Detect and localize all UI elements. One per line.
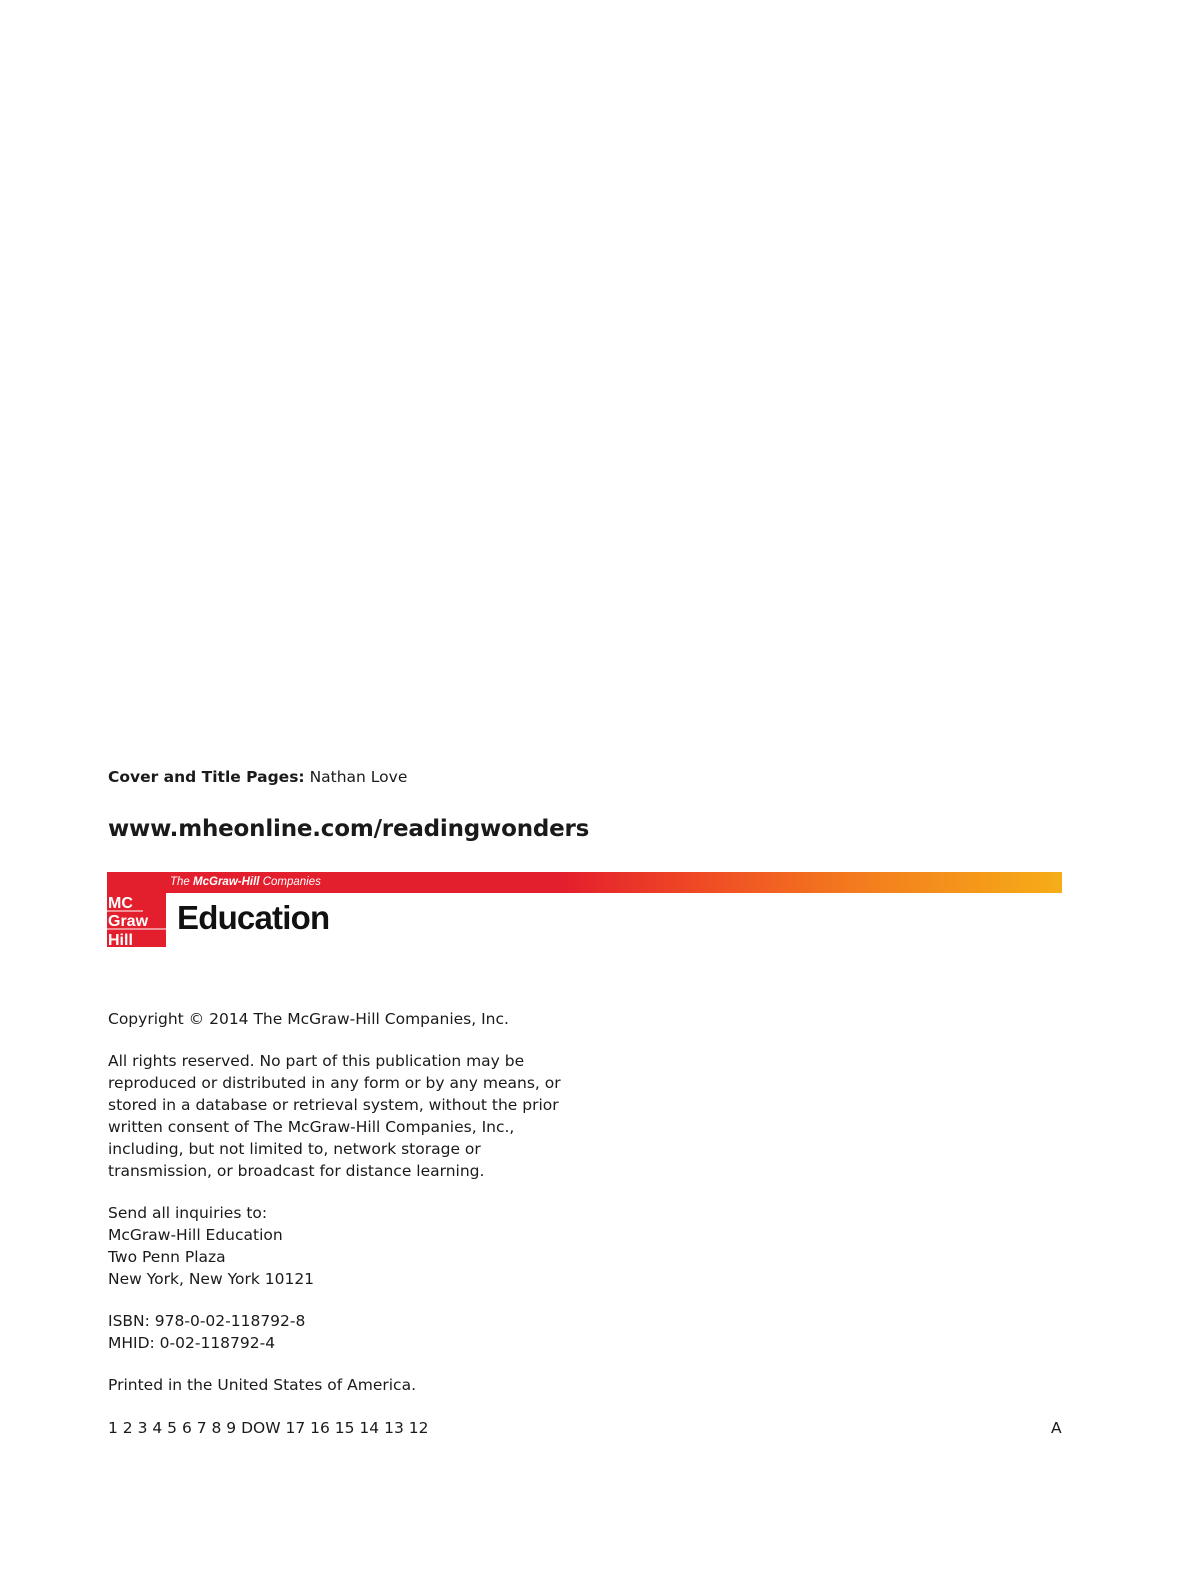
website-url[interactable]: www.mheonline.com/readingwonders — [108, 816, 590, 842]
inquiries-line: Send all inquiries to: — [108, 1204, 268, 1222]
printed-line: Printed in the United States of America. — [108, 1376, 416, 1394]
rights-paragraph — [108, 1050, 561, 1182]
inquiries-line: McGraw-Hill Education — [108, 1226, 283, 1244]
brand-gradient-bar — [107, 872, 1062, 893]
copyright-line: Copyright © 2014 The McGraw-Hill Companies, Inc. — [108, 1010, 509, 1028]
cover-credit-value: Nathan Love — [309, 768, 408, 786]
mcgraw-hill-logo-mark — [107, 893, 166, 947]
mhid: MHID: 0-02-118792-4 — [108, 1334, 276, 1352]
education-wordmark: Education — [177, 899, 330, 936]
companies-prefix: The — [170, 876, 190, 888]
inquiries-line: New York, New York 10121 — [108, 1270, 315, 1288]
logo-line-hill: Hill — [108, 932, 133, 947]
inquiries-line: Two Penn Plaza — [108, 1248, 226, 1266]
copyright-notice — [108, 1008, 509, 1030]
logo-line-graw: Graw — [108, 913, 149, 930]
rights-line: All rights reserved. No part of this publication may be — [108, 1052, 525, 1070]
rights-line: reproduced or distributed in any form or by any means, or — [108, 1074, 561, 1092]
inquiries-address — [108, 1202, 314, 1290]
rights-line: transmission, or broadcast for distance learning. — [108, 1162, 485, 1180]
companies-suffix: Companies — [262, 876, 321, 888]
cover-credit — [108, 766, 407, 788]
book-identifiers — [108, 1310, 305, 1354]
cover-credit-label: Cover and Title Pages: — [108, 768, 305, 786]
logo-mark-svg — [107, 893, 166, 947]
printed-location — [108, 1374, 416, 1396]
logo-line-mc: MC — [108, 895, 133, 912]
rights-line: stored in a database or retrieval system, without the prior — [108, 1096, 559, 1114]
companies-name: McGraw-Hill — [193, 876, 260, 888]
printing-line: 1 2 3 4 5 6 7 8 9 DOW 17 16 15 14 13 12 — [108, 1419, 429, 1437]
rights-line: including, but not limited to, network storage or — [108, 1140, 481, 1158]
rights-line: written consent of The McGraw-Hill Companies, Inc., — [108, 1118, 515, 1136]
isbn: ISBN: 978-0-02-118792-8 — [108, 1312, 306, 1330]
companies-tagline — [170, 875, 321, 889]
edition-letter: A — [1051, 1419, 1062, 1437]
